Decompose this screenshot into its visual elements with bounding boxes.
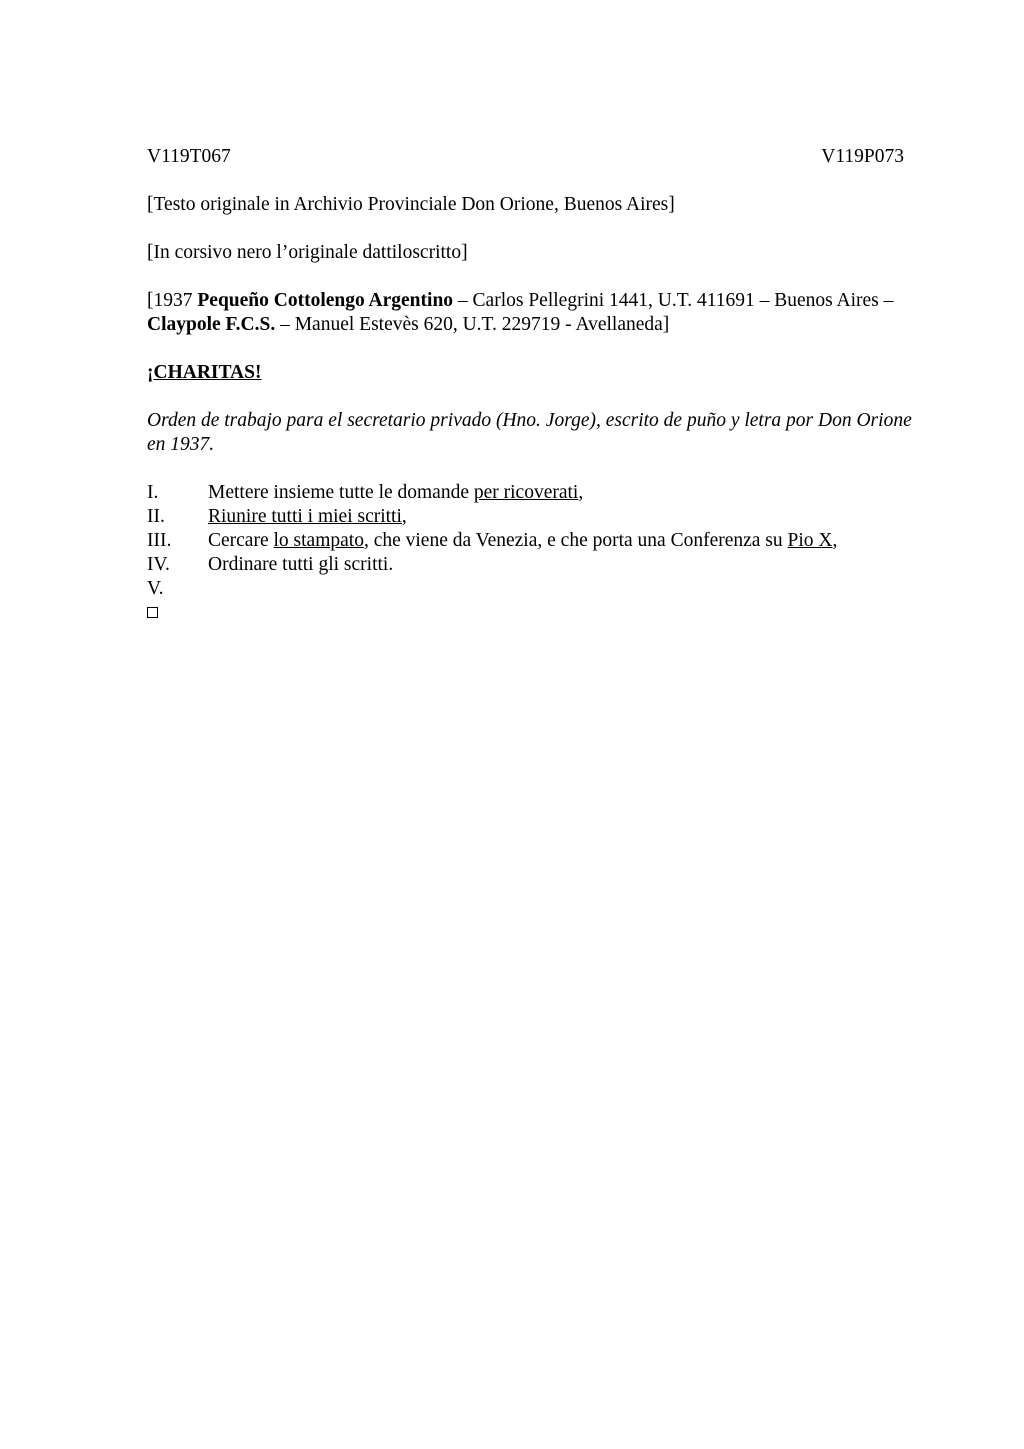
- document-title: ¡CHARITAS!: [147, 362, 262, 383]
- document-codes: [147, 145, 904, 169]
- task-list: [147, 481, 932, 625]
- volume-text-code: V119T067: [147, 146, 231, 167]
- list-item-text: Mettere insieme tutte le domande per ricoverati,: [208, 482, 584, 503]
- letterhead: [147, 289, 932, 337]
- letterhead-org-2: Claypole F.C.S.: [147, 314, 276, 335]
- list-item: [147, 553, 932, 577]
- list-item: [147, 601, 932, 625]
- list-item: [147, 481, 932, 505]
- source-note: [Testo originale in Archivio Provinciale Don Orione, Buenos Aires]: [147, 194, 675, 215]
- list-item: [147, 577, 932, 601]
- list-item-number: V.: [147, 578, 164, 599]
- checkbox-square-icon: [147, 607, 158, 618]
- letterhead-org-1: Pequeño Cottolengo Argentino: [197, 290, 454, 311]
- format-note: [In corsivo nero l’originale dattiloscritto]: [147, 242, 468, 263]
- list-item-number: I.: [147, 482, 159, 503]
- list-item-number: III.: [147, 530, 172, 551]
- list-item-text: Riunire tutti i miei scritti,: [208, 506, 407, 527]
- letterhead-address-1: – Carlos Pellegrini 1441, U.T. 411691 – Buenos Aires –: [453, 290, 894, 311]
- list-item: [147, 505, 932, 529]
- document-page: [147, 145, 932, 625]
- list-item-text: Cercare lo stampato, che viene da Venezia, e che porta una Conferenza su Pio X,: [208, 530, 838, 551]
- list-item-number: II.: [147, 506, 165, 527]
- intro-note: Orden de trabajo para el secretario privado (Hno. Jorge), escrito de puño y letra por Don Orione en 1937.: [147, 410, 912, 455]
- volume-page-code: V119P073: [821, 146, 904, 167]
- letterhead-open: [1937: [147, 290, 198, 311]
- list-item-text: Ordinare tutti gli scritti.: [208, 554, 394, 575]
- list-item-number: IV.: [147, 554, 170, 575]
- letterhead-address-2: – Manuel Estevès 620, U.T. 229719 - Avellaneda]: [275, 314, 670, 335]
- list-item: [147, 529, 932, 553]
